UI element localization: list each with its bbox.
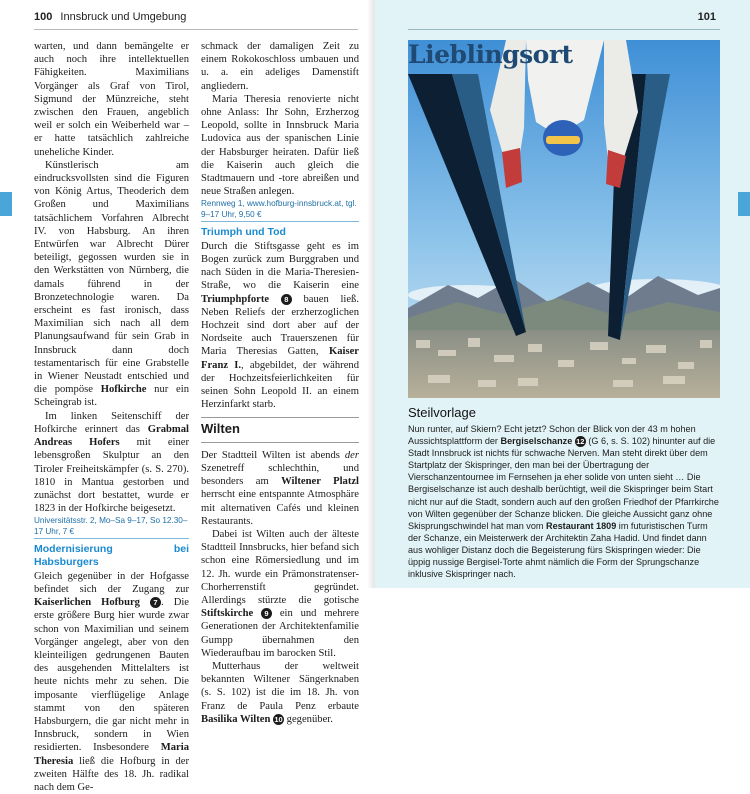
poi-hofburg: Kaiserlichen Hofburg (34, 597, 140, 609)
paragraph: Gleich gegenüber in der Hofgasse befindet sich der Zugang zur Kaiserlichen Hofburg 7 . Die erste größere Burg hier wurde zwar schon von Maximilian und seinem Vorgänger angelegt, aber von den kleinteiligen gedrungenen Bauten des ausgehenden Mittelalters ist heute nichts mehr zu sehen. Die imposante vierflügelige Anlage stammt von den späteren Habsburgern, die gar nicht mehr in Innsbruck, sondern in Wien residierten. Insbesondere Maria Theresia ließ die Hofburg in der zweiten Hälfte des 18. Jh. radikal nach dem Ge- (34, 570, 189, 793)
map-pin-icon: 8 (281, 294, 292, 305)
paragraph: warten, und dann bemängelte er auch noch ihre intellektuellen Fähigkeiten. Maximilians Vorgänger als Graf von Tirol, Sigmund der Münzreiche, steht zwischen den Frauen, angeblich weil er solch ein Weiberheld war – er hatte tatsächlich zahlreiche uneheliche Kinder. (34, 41, 189, 158)
lieblingsort-title: Lieblingsort (408, 40, 573, 69)
paragraph: Maria Theresia renovierte nicht ohne Anlass: Ihr Sohn, Erzherzog Leopold, sollte in Innsbruck Maria Ludovica aus der spanischen Linie der Habsburger heiraten. Dafür ließ die Kaiserin auch gleich die Stadtmauern und -tore abreißen und neue Straßen anlegen. (201, 93, 359, 198)
running-title: Innsbruck und Umgebung (60, 11, 187, 23)
map-pin-icon: 7 (150, 597, 161, 608)
poi-hofkirche: Hofkirche (100, 384, 147, 396)
left-page-number: 100 (34, 11, 53, 23)
poi-bergiselschanze: Bergiselschanze (500, 436, 573, 447)
paragraph: Künstlerisch am eindrucksvollsten sind die Figuren von König Artus, Theoderich dem Großen und Maximilians tatsächlichem Vorfahren Albrecht IV. von Habsburg. An ihren Entwürfen war Albrecht Dürer beteiligt, gegossen wurden sie in den Werkstätten von Nürnberg, die damals führend in der Bronzetechnologie waren. Da erscheint es fast ironisch, dass Maximilian sich nach all dem Planungsaufwand für sein Grab in Innsbruck dann doch testamentarisch für eine Grabstelle in Wiener Neustadt entschied und die pompöse Hofkirche nur ein Scheingrab ist. (34, 159, 189, 409)
map-pin-icon: 12 (576, 437, 585, 447)
poi-stiftskirche: Stiftskirche (201, 608, 254, 620)
paragraph: Durch die Stiftsgasse geht es im Bogen zurück zum Burggraben und nach Süden in die Maria-Theresien-Straße, wo die Kaiserin eine Triumphpforte 8 bauen ließ. Neben Reliefs der erzherzoglichen Hochzeit sind dort aber auf der Nordseite auch Trauerszenen für Maria Theresias Gatten, Kaiser Franz I., abgebildet, der während der Hochzeitsfeierlichkeiten für seinen Sohn Leopold II. an einem Herzinfarkt starb. (201, 240, 360, 411)
section-title: Wilten (201, 421, 240, 437)
subheading: Modernisierung bei Habsburgers (34, 542, 189, 568)
left-column-2 (201, 40, 359, 726)
person-kaiser-franz: Kaiser Franz I. (201, 346, 359, 371)
paragraph: Mutterhaus der weltweit bekannten Wiltener Sängerknaben (s. S. 102) ist die im 18. Jh. von Franz de Paula Penz erbaute Basilika Wilten 10 gegenüber. (201, 660, 359, 725)
left-page-header (34, 11, 186, 23)
left-column-1 (34, 40, 189, 794)
paragraph: Der Stadtteil Wilten ist abends der Szenetreff schlechthin, und besonders am Wiltener Platzl herrscht eine entspannte Atmosphäre mit alternativen Cafés und kleinen Restaurants. (201, 449, 359, 527)
ski-jump-illustration (408, 40, 720, 398)
map-pin-icon: 10 (274, 714, 283, 724)
person-maria-theresia: Maria Theresia (34, 742, 189, 767)
poi-grabmal-hofer: Grabmal Andreas Hofers (34, 423, 189, 449)
ski-jump-photo (408, 40, 720, 398)
section-header (201, 417, 359, 442)
poi-triumphpforte: Triumphpforte (201, 293, 270, 305)
info-line-hofkirche: Universitätsstr. 2, Mo–Sa 9–17, So 12.30–17 Uhr, 7 € (34, 515, 189, 538)
paragraph: Dabei ist Wilten auch der älteste Stadtteil Innsbrucks, hier befand sich schon eine Römersiedlung und im 12. Jh. wurde ein Prämonstratenser-Chorherrenstift gegründet. Allerdings stürzte die gotische Stiftskirche 9 ein und mehrere Generationen der Architektenfamilie Gumpp übernahmen den Wiederaufbau im barocken Stil. (201, 528, 359, 659)
right-thumb-tab (738, 192, 750, 216)
left-thumb-tab (0, 192, 12, 216)
right-header-rule (408, 29, 720, 30)
map-reference: (G 6, s. S. 102) (585, 436, 650, 447)
info-line-hofburg: Rennweg 1, www.hofburg-innsbruck.at, tgl. 9–17 Uhr, 9,50 € (201, 198, 359, 221)
feature-text: Nun runter, auf Skiern? Echt jetzt? Schon der Blick von der 43 m hohen Aussichtsplattform der Bergiselschanze 12 (G 6, s. S. 102) hinunter auf die Stadt Innsbruck ist nichts für schwache Nerven. Man steht direkt über dem Startplatz der Skispringer, den man bei der Übertragung der Vierschanzentournee im Fernsehen ja eher solide von unten sieht … Die Bergiselschanze ist auch deshalb berüchtigt, weil die Skispringer beim Start nicht nur auf die Stadt, sondern auch auf den großen Friedhof der Pfarrkirche von Wilten gegenüber der Schanze blicken. Die gleiche Aussicht ganz ohne Skisprungschwindel hat man vom Restaurant 1809 im futuristischen Turm der Schanze, ein Meisterwerk der Architektin Zaha Hadid. Und findet dann aus wohliger Distanz doch die Begeisterung fürs Skispringen wieder: Die üppig nussige Bergisel-Torte ahmt nämlich die Form der Sprungschanze inklusive Skispringer nach. (408, 424, 719, 580)
poi-wiltener-platzl: Wiltener Platzl (281, 476, 359, 488)
poi-restaurant-1809: Restaurant 1809 (546, 520, 617, 531)
left-header-rule (34, 29, 358, 30)
paragraph: schmack der damaligen Zeit zu einem Rokokoschloss umbauen und u. a. ein adeliges Damenstift angliedern. (201, 41, 359, 92)
feature-heading: Steilvorlage (408, 405, 476, 420)
map-pin-icon: 9 (261, 608, 272, 619)
right-page-number: 101 (697, 11, 716, 23)
poi-basilika-wilten: Basilika Wilten (201, 713, 271, 725)
paragraph: Im linken Seitenschiff der Hofkirche erinnert das Grabmal Andreas Hofers mit einer lebensgroßen Skulptur an den Tiroler Freiheitskämpfer (s. S. 270). 1810 in Mantua gestorben und zunächst dort bestattet, wurde er 1823 in der Hofkirche beigesetzt. (34, 410, 189, 515)
subheading: Triumph und Tod (201, 225, 286, 238)
book-gutter (367, 0, 375, 588)
